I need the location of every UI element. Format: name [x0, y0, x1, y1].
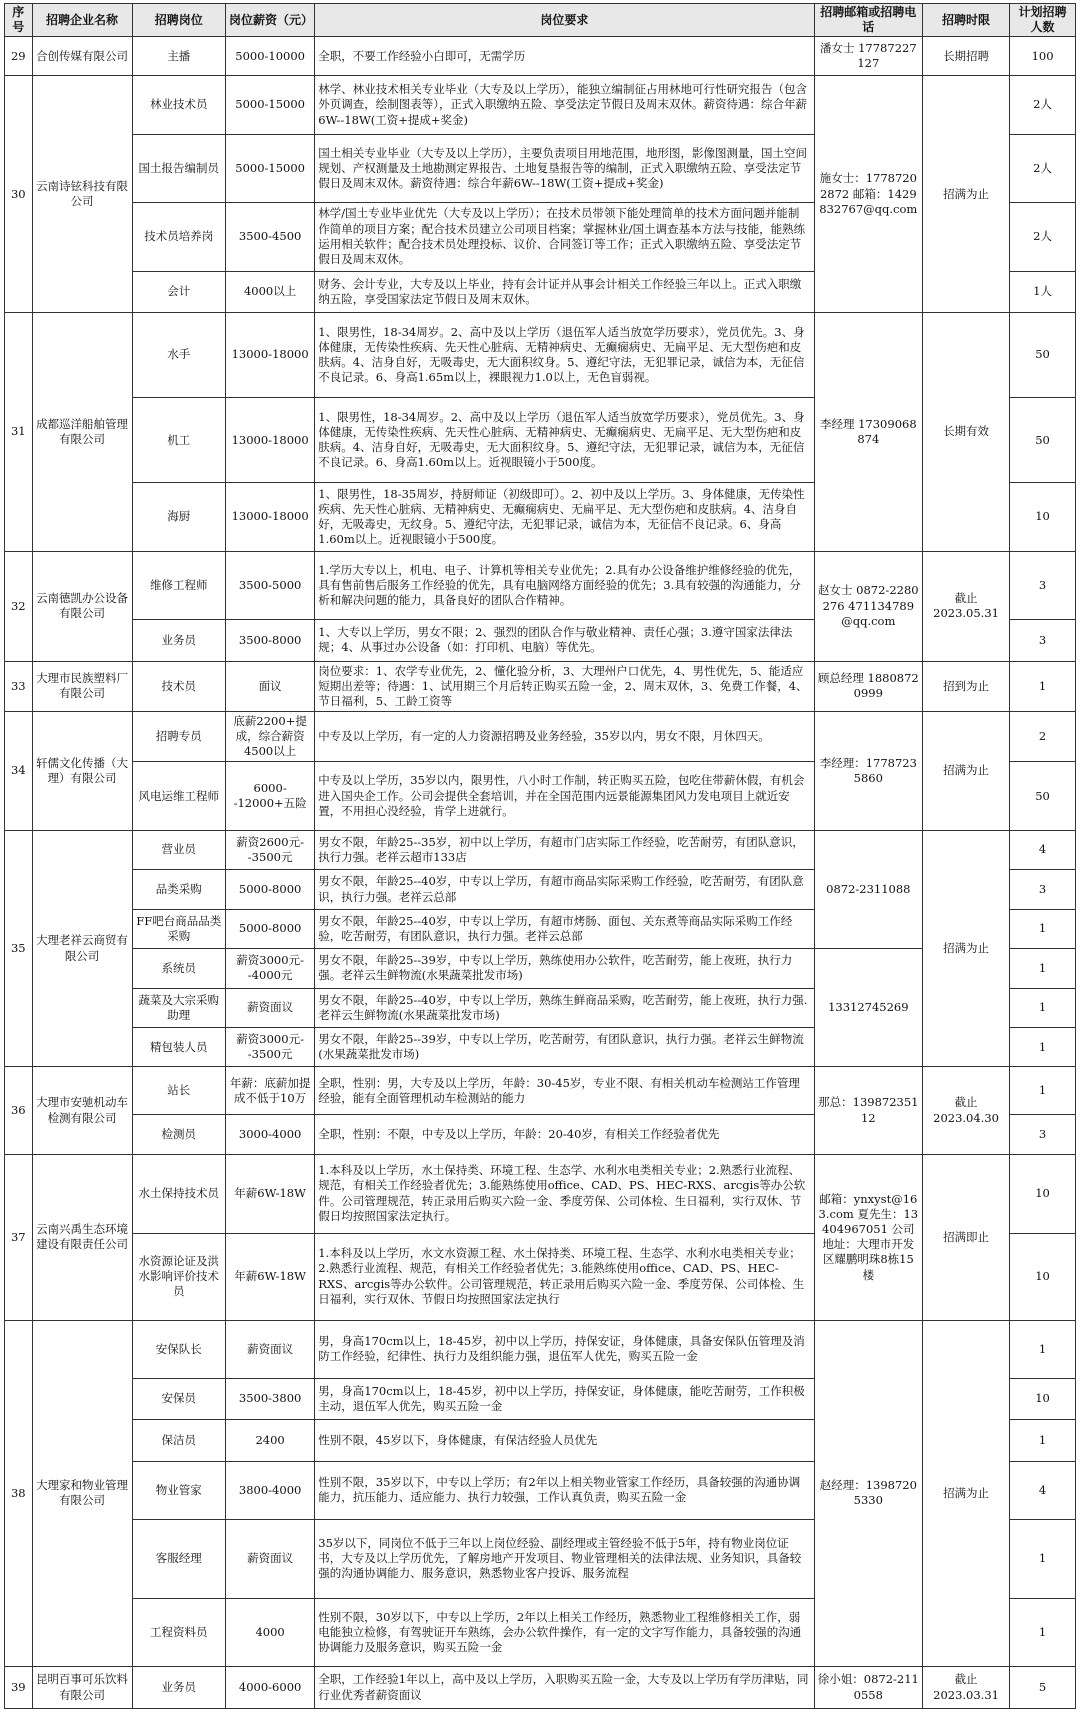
salary-value: 4000以上 — [226, 271, 315, 313]
recruitment-table — [4, 3, 1076, 1709]
requirements-text: 男女不限，年龄25--39岁，中专以上学历，吃苦耐劳，有团队意识，执行力强。老祥云生鲜物流(水果蔬菜批发市场) — [315, 1028, 814, 1067]
requirements-text: 男女不限，年龄25--40岁，中专以上学历，熟练生鲜商品采购，吃苦耐劳，能上夜班，执行力强.老祥云生鲜物流(水果蔬菜批发市场) — [315, 988, 814, 1027]
salary-value: 年薪：底薪加提成不低于10万 — [226, 1067, 315, 1115]
seq-cell: 29 — [5, 37, 33, 76]
headcount-value: 50 — [1010, 762, 1076, 830]
salary-value: 3000-4000 — [226, 1115, 315, 1154]
position-name: 维修工程师 — [132, 551, 226, 619]
salary-value: 薪资3000元--4000元 — [226, 949, 315, 988]
headcount-value: 1 — [1010, 1420, 1076, 1462]
position-name: 安保队长 — [132, 1320, 226, 1378]
salary-value: 薪资面议 — [226, 1320, 315, 1378]
position-name: 会计 — [132, 271, 226, 313]
seq-cell: 30 — [5, 76, 33, 313]
header-headcount: 计划招聘人数 — [1010, 4, 1076, 37]
headcount-value: 3 — [1010, 870, 1076, 909]
contact-info: 13312745269 — [814, 949, 922, 1067]
headcount-value: 1 — [1010, 909, 1076, 948]
headcount-value: 2人 — [1010, 203, 1076, 271]
position-name: 业务员 — [132, 1667, 226, 1709]
salary-value: 年薪6W-18W — [226, 1233, 315, 1320]
position-name: 招聘专员 — [132, 712, 226, 762]
contact-info: 李经理：17787235860 — [814, 712, 922, 831]
contact-info: 李经理 17309068874 — [814, 313, 922, 552]
headcount-value: 2人 — [1010, 76, 1076, 134]
table-row — [5, 76, 1076, 134]
requirements-text: 性别不限，35岁以下，中专以上学历；有2年以上相关物业管家工作经历，具备较强的沟通协调能力，抗压能力、适应能力、执行力较强，工作认真负责，购买五险一金 — [315, 1461, 814, 1519]
seq-cell: 32 — [5, 551, 33, 661]
headcount-value: 10 — [1010, 1233, 1076, 1320]
salary-value: 5000-15000 — [226, 76, 315, 134]
headcount-value: 4 — [1010, 830, 1076, 869]
requirements-text: 男女不限，年龄25--39岁，中专以上学历，熟练使用办公软件，吃苦耐劳，能上夜班，执行力强。老祥云生鲜物流(水果蔬菜批发市场) — [315, 949, 814, 988]
header-deadline: 招聘时限 — [923, 4, 1010, 37]
requirements-text: 男，身高170cm以上，18-45岁，初中以上学历，持保安证，身体健康，具备安保队伍管理及消防工作经验，纪律性、执行力及组织能力强，退伍军人优先，购买五险一金 — [315, 1320, 814, 1378]
company-name: 大理老祥云商贸有限公司 — [32, 830, 132, 1067]
salary-value: 面议 — [226, 661, 315, 711]
contact-info: 潘女士 17787227127 — [814, 37, 922, 76]
salary-value: 13000-18000 — [226, 398, 315, 483]
headcount-value: 1 — [1010, 1028, 1076, 1067]
salary-value: 底薪2200+提成，综合薪资4500以上 — [226, 712, 315, 762]
salary-value: 3500-4500 — [226, 203, 315, 271]
seq-cell: 39 — [5, 1667, 33, 1709]
headcount-value: 5 — [1010, 1667, 1076, 1709]
position-name: 站长 — [132, 1067, 226, 1115]
company-name: 成都巡洋船舶管理有限公司 — [32, 313, 132, 552]
salary-value: 年薪6W-18W — [226, 1154, 315, 1233]
seq-cell: 34 — [5, 712, 33, 831]
headcount-value: 1 — [1010, 949, 1076, 988]
requirements-text: 35岁以下，同岗位不低于三年以上岗位经验、副经理或主管经验不低于5年，持有物业岗位证书，大专及以上学历优先，了解房地产开发项目、物业管理相关的法律法规、业务知识，具备较强的沟通协调能力、服务意识，熟悉物业客户投诉、服务流程 — [315, 1519, 814, 1598]
company-name: 云南诗铉科技有限公司 — [32, 76, 132, 313]
position-name: 客服经理 — [132, 1519, 226, 1598]
requirements-text: 全职，性别：不限，中专及以上学历，年龄：20-40岁，有相关工作经验者优先 — [315, 1115, 814, 1154]
contact-info: 徐小姐：0872-2110558 — [814, 1667, 922, 1709]
header-requirements: 岗位要求 — [315, 4, 814, 37]
deadline-value: 截止 2023.04.30 — [923, 1067, 1010, 1154]
requirements-text: 中专及以上学历，35岁以内，限男性，八小时工作制，转正购买五险，包吃住带薪休假，有机会进入国央企工作。公司会提供全套培训，并在全国范围内远景能源集团风力发电项目上就近安置，不用担心没经验，肯学上进就行。 — [315, 762, 814, 830]
position-name: 水土保持技术员 — [132, 1154, 226, 1233]
salary-value: 4000-6000 — [226, 1667, 315, 1709]
salary-value: 3500-5000 — [226, 551, 315, 619]
requirements-text: 林学/国土专业毕业优先（大专及以上学历）；在技术员带领下能处理简单的技术方面问题并能制作简单的项目方案；配合技术员建立公司项目档案；掌握林业/国土调查基本方法与技能，能熟练运用相关软件；配合技术员处理投标、议价、合同签订等工作；正式入职缴纳五险、享受法定节假日及周末双休。 — [315, 203, 814, 271]
position-name: 水手 — [132, 313, 226, 398]
salary-value: 4000 — [226, 1598, 315, 1666]
seq-cell: 35 — [5, 830, 33, 1067]
headcount-value: 50 — [1010, 398, 1076, 483]
contact-info: 邮箱：ynxyst@163.com 夏先生：13404967051 公司地址：大理市开发区耀鹏明珠8栋15楼 — [814, 1154, 922, 1320]
table-body — [5, 37, 1076, 1709]
deadline-value: 招满为止 — [923, 76, 1010, 313]
table-row — [5, 1154, 1076, 1233]
headcount-value: 1 — [1010, 1598, 1076, 1666]
salary-value: 5000-10000 — [226, 37, 315, 76]
table-row — [5, 1667, 1076, 1709]
position-name: 风电运维工程师 — [132, 762, 226, 830]
deadline-value: 长期有效 — [923, 313, 1010, 552]
requirements-text: 1.本科及以上学历，水土保持类、环境工程、生态学、水利水电类相关专业；2.熟悉行业流程、规范，有相关工作经验者优先；3.能熟练使用office、CAD、PS、HEC-RXS、arcgis等办公软件。公司管理规范，转正录用后购买六险一金、季度劳保、公司体检、生日福利，实行双休、节假日均按照国家法定执行。 — [315, 1154, 814, 1233]
requirements-text: 中专及以上学历，有一定的人力资源招聘及业务经验，35岁以内，男女不限，月休四天。 — [315, 712, 814, 762]
table-row — [5, 551, 1076, 619]
headcount-value: 1 — [1010, 661, 1076, 711]
position-name: 主播 — [132, 37, 226, 76]
requirements-text: 1、限男性，18-35周岁，持厨师证（初级即可）。2、初中及以上学历。3、身体健康，无传染性疾病、先天性心脏病、无精神病史、无癫痫病史、无扁平足、无大型伤疤和皮肤病。4、洁身自好，无吸毒史，无纹身。5、遵纪守法，无犯罪记录，诚信为本，无征信不良记录。6、身高1.60m以上。近视眼镜小于500度。 — [315, 483, 814, 551]
company-name: 大理市民族塑料厂有限公司 — [32, 661, 132, 711]
salary-value: 3800-4000 — [226, 1461, 315, 1519]
headcount-value: 10 — [1010, 1378, 1076, 1420]
requirements-text: 男女不限，年龄25--40岁，中专以上学历，有超市商品实际采购工作经验，吃苦耐劳，有团队意识，执行力强。老祥云总部 — [315, 870, 814, 909]
headcount-value: 1 — [1010, 1320, 1076, 1378]
headcount-value: 3 — [1010, 1115, 1076, 1154]
requirements-text: 财务、会计专业，大专及以上毕业，持有会计证并从事会计相关工作经验三年以上。正式入职缴纳五险，享受国家法定节假日及周末双休。 — [315, 271, 814, 313]
deadline-value: 招满即止 — [923, 1154, 1010, 1320]
table-row — [5, 949, 1076, 988]
position-name: 业务员 — [132, 620, 226, 662]
company-name: 大理家和物业管理有限公司 — [32, 1320, 132, 1667]
company-name: 大理市安驰机动车检测有限公司 — [32, 1067, 132, 1154]
header-salary: 岗位薪资（元） — [226, 4, 315, 37]
headcount-value: 10 — [1010, 483, 1076, 551]
headcount-value: 2人 — [1010, 134, 1076, 202]
deadline-value: 招满为止 — [923, 712, 1010, 831]
deadline-value: 截止 2023.05.31 — [923, 551, 1010, 661]
position-name: 海厨 — [132, 483, 226, 551]
position-name: 保洁员 — [132, 1420, 226, 1462]
company-name: 合创传媒有限公司 — [32, 37, 132, 76]
requirements-text: 性别不限，30岁以下，中专以上学历，2年以上相关工作经历，熟悉物业工程维修相关工作，弱电能独立检修，有驾驶证开车熟练，会办公软件操作，有一定的文字写作能力，具备较强的沟通协调能力及服务意识，购买五险一金 — [315, 1598, 814, 1666]
table-row — [5, 37, 1076, 76]
seq-cell: 36 — [5, 1067, 33, 1154]
header-row — [5, 4, 1076, 37]
headcount-value: 1人 — [1010, 271, 1076, 313]
table-row — [5, 1320, 1076, 1378]
position-name: 林业技术员 — [132, 76, 226, 134]
position-name: 蔬菜及大宗采购助理 — [132, 988, 226, 1027]
headcount-value: 3 — [1010, 620, 1076, 662]
headcount-value: 50 — [1010, 313, 1076, 398]
table-row — [5, 830, 1076, 869]
position-name: 国土报告编制员 — [132, 134, 226, 202]
headcount-value: 4 — [1010, 1461, 1076, 1519]
salary-value: 13000-18000 — [226, 313, 315, 398]
table-row — [5, 712, 1076, 762]
salary-value: 5000-15000 — [226, 134, 315, 202]
headcount-value: 100 — [1010, 37, 1076, 76]
position-name: 工程资料员 — [132, 1598, 226, 1666]
position-name: 精包装人员 — [132, 1028, 226, 1067]
salary-value: 13000-18000 — [226, 483, 315, 551]
position-name: 机工 — [132, 398, 226, 483]
salary-value: 5000-8000 — [226, 870, 315, 909]
deadline-value: 招到为止 — [923, 661, 1010, 711]
seq-cell: 37 — [5, 1154, 33, 1320]
requirements-text: 全职，工作经验1年以上，高中及以上学历，入职购买五险一金，大专及以上学历有学历津贴，同行业优秀者薪资面议 — [315, 1667, 814, 1709]
requirements-text: 1、大专以上学历，男女不限；2、强烈的团队合作与敬业精神、责任心强；3.遵守国家法律法规；4、从事过办公设备（如：打印机、电脑）等优先。 — [315, 620, 814, 662]
salary-value: 2400 — [226, 1420, 315, 1462]
deadline-value: 长期招聘 — [923, 37, 1010, 76]
deadline-value: 招满为止 — [923, 830, 1010, 1067]
header-contact: 招聘邮箱或招聘电话 — [814, 4, 922, 37]
headcount-value: 10 — [1010, 1154, 1076, 1233]
requirements-text: 岗位要求：1、农学专业优先，2、懂化验分析，3、大理州户口优先，4、男性优先，5、能适应短期出差等；待遇：1、试用期三个月后转正购买五险一金，2、周末双休，3、免费工作餐，4、节日福利，5、工龄工资等 — [315, 661, 814, 711]
requirements-text: 1.学历大专以上，机电、电子、计算机等相关专业优先；2.具有办公设备维护维修经验的优先，具有售前售后服务工作经验的优先，具有电脑网络方面经验的优先；3.具有较强的沟通能力，分析和解决问题的能力，具备良好的团队合作精神。 — [315, 551, 814, 619]
position-name: 检测员 — [132, 1115, 226, 1154]
contact-info: 顾总经理 18808720999 — [814, 661, 922, 711]
seq-cell: 33 — [5, 661, 33, 711]
requirements-text: 男女不限，年龄25--35岁，初中以上学历，有超市门店实际工作经验，吃苦耐劳，有团队意识，执行力强。老祥云超市133店 — [315, 830, 814, 869]
contact-info: 施女士：17787202872 邮箱：1429832767@qq.com — [814, 76, 922, 313]
headcount-value: 2 — [1010, 712, 1076, 762]
position-name: 物业管家 — [132, 1461, 226, 1519]
requirements-text: 1、限男性，18-34周岁。2、高中及以上学历（退伍军人适当放宽学历要求），党员优先。3、身体健康，无传染性疾病、先天性心脏病、无精神病史、无癫痫病史、无扁平足、无大型伤疤和皮肤病。4、洁身自好，无吸毒史，无大面积纹身。5、遵纪守法，无犯罪记录，诚信为本，无征信不良记录。6、身高1.60m以上。近视眼镜小于500度。 — [315, 398, 814, 483]
salary-value: 薪资2600元--3500元 — [226, 830, 315, 869]
position-name: 品类采购 — [132, 870, 226, 909]
position-name: 水资源论证及洪水影响评价技术员 — [132, 1233, 226, 1320]
requirements-text: 林学、林业技术相关专业毕业（大专及以上学历），能独立编制征占用林地可行性研究报告（包含外页调查，绘制图表等），正式入职缴纳五险、享受法定节假日及周末双休。薪资待遇：综合年薪6W--18W(工资+提成+奖金) — [315, 76, 814, 134]
header-position: 招聘岗位 — [132, 4, 226, 37]
deadline-value: 招满为止 — [923, 1320, 1010, 1667]
salary-value: 6000--12000+五险 — [226, 762, 315, 830]
header-seq: 序号 — [5, 4, 33, 37]
position-name: 系统员 — [132, 949, 226, 988]
requirements-text: 1.本科及以上学历，水文水资源工程、水土保持类、环境工程、生态学、水利水电类相关专业；2.熟悉行业流程、规范，有相关工作经验者优先；3.能熟练使用office、CAD、PS、HEC-RXS、arcgis等办公软件。公司管理规范，转正录用后购买六险一金、季度劳保、公司体检、生日福利，实行双休、节假日均按照国家法定执行 — [315, 1233, 814, 1320]
header-company: 招聘企业名称 — [32, 4, 132, 37]
position-name: 技术员 — [132, 661, 226, 711]
company-name: 云南兴禹生态环境建设有限责任公司 — [32, 1154, 132, 1320]
position-name: FF吧台商品品类采购 — [132, 909, 226, 948]
headcount-value: 3 — [1010, 551, 1076, 619]
requirements-text: 性别不限，45岁以下，身体健康，有保洁经验人员优先 — [315, 1420, 814, 1462]
company-name: 昆明百事可乐饮料有限公司 — [32, 1667, 132, 1709]
salary-value: 3500-3800 — [226, 1378, 315, 1420]
position-name: 技术员培养岗 — [132, 203, 226, 271]
salary-value: 3500-8000 — [226, 620, 315, 662]
contact-info: 0872-2311088 — [814, 830, 922, 948]
headcount-value: 1 — [1010, 1519, 1076, 1598]
salary-value: 薪资3000元--3500元 — [226, 1028, 315, 1067]
salary-value: 薪资面议 — [226, 988, 315, 1027]
company-name: 云南德凯办公设备有限公司 — [32, 551, 132, 661]
deadline-value: 截止 2023.03.31 — [923, 1667, 1010, 1709]
contact-info: 赵女士 0872-2280276 471134789@qq.com — [814, 551, 922, 661]
headcount-value: 1 — [1010, 1067, 1076, 1115]
table-row — [5, 661, 1076, 711]
company-name: 轩儒文化传播（大理）有限公司 — [32, 712, 132, 831]
headcount-value: 1 — [1010, 988, 1076, 1027]
requirements-text: 男女不限，年龄25--40岁，中专以上学历，有超市烤肠、面包、关东煮等商品实际采购工作经验，吃苦耐劳，有团队意识，执行力强。老祥云总部 — [315, 909, 814, 948]
table-row — [5, 313, 1076, 398]
seq-cell: 38 — [5, 1320, 33, 1667]
table-row — [5, 1067, 1076, 1115]
requirements-text: 男，身高170cm以上，18-45岁，初中以上学历，持保安证，身体健康，能吃苦耐劳，工作积极主动，退伍军人优先，购买五险一金 — [315, 1378, 814, 1420]
salary-value: 薪资面议 — [226, 1519, 315, 1598]
requirements-text: 全职，不要工作经验小白即可，无需学历 — [315, 37, 814, 76]
contact-info: 赵经理：13987205330 — [814, 1320, 922, 1667]
position-name: 营业员 — [132, 830, 226, 869]
requirements-text: 1、限男性，18-34周岁。2、高中及以上学历（退伍军人适当放宽学历要求），党员优先。3、身体健康，无传染性疾病、先天性心脏病、无精神病史、无癫痫病史、无扁平足、无大型伤疤和皮肤病。4、洁身自好，无吸毒史，无大面积纹身。5、遵纪守法，无犯罪记录，诚信为本，无征信不良记录。6、身高1.65m以上，裸眼视力1.0以上，无色盲弱视。 — [315, 313, 814, 398]
requirements-text: 国土相关专业毕业（大专及以上学历），主要负责项目用地范围，地形图，影像图测量，国土空间规划、产权测量及土地勘测定界报告、土地复垦报告等的编制，正式入职缴纳五险、享受法定节假日及周末双休。薪资待遇：综合年薪6W--18W(工资+提成+奖金) — [315, 134, 814, 202]
requirements-text: 全职，性别：男，大专及以上学历，年龄：30-45岁，专业不限、有相关机动车检测站工作管理经验，能有全面管理机动车检测站的能力 — [315, 1067, 814, 1115]
position-name: 安保员 — [132, 1378, 226, 1420]
seq-cell: 31 — [5, 313, 33, 552]
contact-info: 那总：13987235112 — [814, 1067, 922, 1154]
salary-value: 5000-8000 — [226, 909, 315, 948]
